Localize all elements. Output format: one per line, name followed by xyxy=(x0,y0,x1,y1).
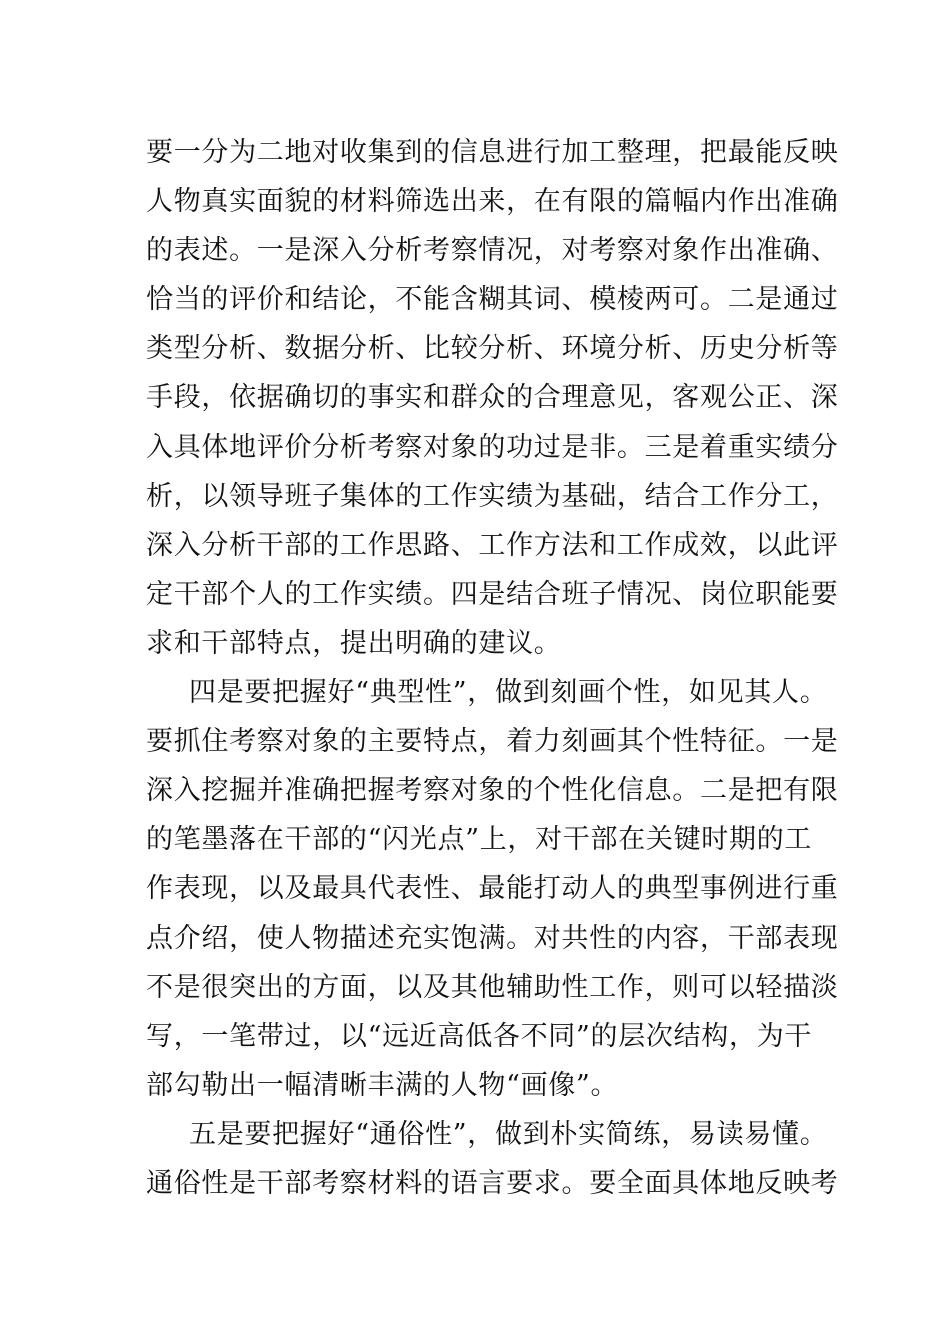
text-line: 恰当的评价和结论，不能含糊其词、模棱两可。二是通过 xyxy=(146,284,839,316)
text-line: 作表现，以及最具代表性、最能打动人的典型事例进行重 xyxy=(146,873,839,905)
text-line: 要一分为二地对收集到的信息进行加工整理，把最能反映 xyxy=(146,137,839,168)
text-line: 部勾勒出一幅清晰丰满的人物“画像”。 xyxy=(146,1069,619,1101)
text-line: 要抓住考察对象的主要特点，着力刻画其个性特征。一是 xyxy=(146,726,839,758)
paragraph-start-line: 五是要把握好“通俗性”，做到朴实简练，易读易懂。 xyxy=(189,1118,828,1150)
document-body xyxy=(146,128,839,1208)
text-line: 类型分析、数据分析、比较分析、环境分析、历史分析等 xyxy=(146,333,839,365)
text-line: 的表述。一是深入分析考察情况，对考察对象作出准确、 xyxy=(146,235,839,267)
text-line: 的笔墨落在干部的“闪光点”上，对干部在关键时期的工 xyxy=(146,824,813,856)
text-line: 写，一笔带过，以“远近高低各不同”的层次结构，为干 xyxy=(146,1020,813,1052)
text-line: 点介绍，使人物描述充实饱满。对共性的内容，干部表现 xyxy=(146,922,839,954)
text-line: 析，以领导班子集体的工作实绩为基础，结合工作分工， xyxy=(146,480,839,512)
text-line: 通俗性是干部考察材料的语言要求。要全面具体地反映考 xyxy=(146,1167,839,1199)
text-line: 不是很突出的方面，以及其他辅助性工作，则可以轻描淡 xyxy=(146,971,839,1003)
text-line: 深入挖掘并准确把握考察对象的个性化信息。二是把有限 xyxy=(146,775,839,807)
text-line: 定干部个人的工作实绩。四是结合班子情况、岗位职能要 xyxy=(146,578,839,610)
text-line: 入具体地评价分析考察对象的功过是非。三是着重实绩分 xyxy=(146,431,839,463)
text-line: 深入分析干部的工作思路、工作方法和工作成效，以此评 xyxy=(146,529,839,561)
text-line: 人物真实面貌的材料筛选出来，在有限的篇幅内作出准确 xyxy=(146,186,839,218)
text-line: 手段，依据确切的事实和群众的合理意见，客观公正、深 xyxy=(146,382,839,414)
paragraph-start-line: 四是要把握好“典型性”，做到刻画个性，如见其人。 xyxy=(189,677,828,709)
text-line: 求和干部特点，提出明确的建议。 xyxy=(146,627,562,659)
